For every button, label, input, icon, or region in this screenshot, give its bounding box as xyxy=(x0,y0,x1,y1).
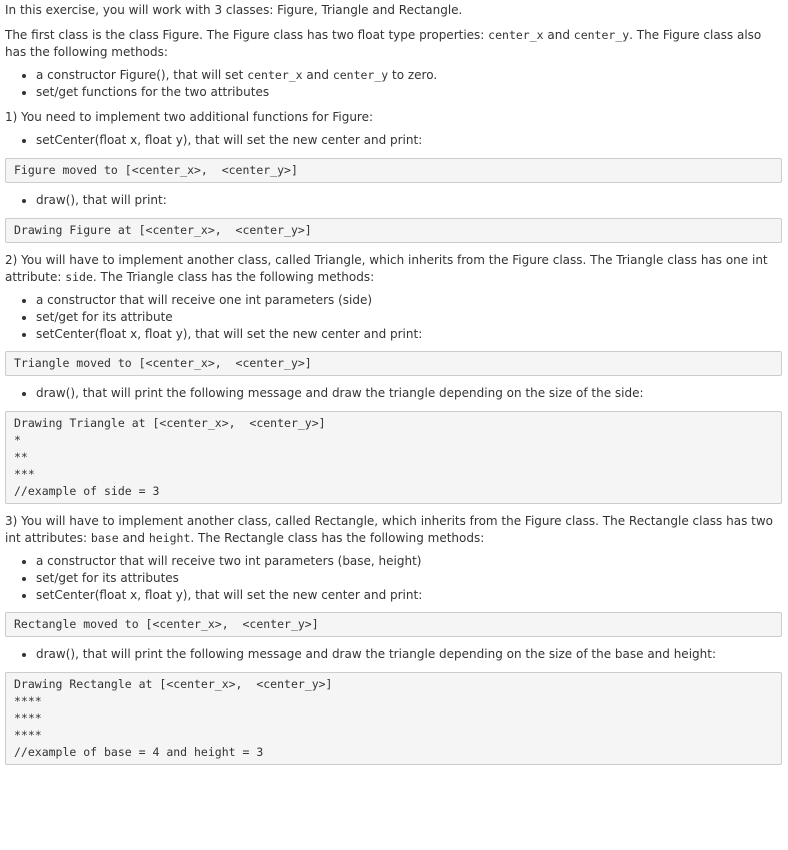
triangle-desc-part2: . The Triangle class has the following methods: xyxy=(92,270,375,284)
code-line: //example of side = 3 xyxy=(14,484,160,498)
rectangle-moved-code-block xyxy=(5,612,782,637)
triangle-moved-code-block xyxy=(5,351,782,376)
code-base: base xyxy=(90,531,119,545)
rectangle-desc-part1: 3) You will have to implement another class, called Rectangle, which inherits from the Figure class. The Rectangle class has two int attributes: xyxy=(5,514,774,545)
code-line: ** xyxy=(14,450,28,464)
code-side: side xyxy=(65,270,93,284)
triangle-draw-list xyxy=(5,385,782,402)
list-item: • draw(), that will print: xyxy=(36,192,782,209)
code-line: Drawing Triangle at [<center_x>, <center_y>] xyxy=(14,416,326,430)
list-item: • set/get for its attributes xyxy=(36,570,782,587)
figure-moved-code-block xyxy=(5,158,782,183)
figure-desc-and: and xyxy=(543,28,574,42)
figure-draw-code-block xyxy=(5,218,782,243)
step1-heading: 1) You need to implement two additional functions for Figure: xyxy=(5,110,374,124)
code-line: *** xyxy=(14,467,35,481)
rectangle-description xyxy=(5,513,782,547)
list-item xyxy=(36,67,782,84)
list-item: • set/get for its attribute xyxy=(36,309,782,326)
list-item: • set/get functions for the two attributes xyxy=(36,84,782,101)
figure-description xyxy=(5,27,782,61)
triangle-methods-list xyxy=(5,292,782,343)
code-center-y: center_y xyxy=(332,68,389,82)
triangle-draw-code-block xyxy=(5,411,782,504)
rectangle-draw-list xyxy=(5,646,782,663)
code-line: Triangle moved to [<center_x>, <center_y>] xyxy=(14,356,312,370)
list-item: • setCenter(float x, float y), that will set the new center and print: xyxy=(36,326,782,343)
list-item: • a constructor that will receive two int parameters (base, height) xyxy=(36,553,782,570)
figure-method1-and: and xyxy=(302,68,333,82)
rectangle-methods-list xyxy=(5,553,782,604)
list-item: • a constructor that will receive one int parameters (side) xyxy=(36,292,782,309)
figure-setcenter-list xyxy=(5,132,782,149)
code-line: Drawing Figure at [<center_x>, <center_y>] xyxy=(14,223,312,237)
code-line: Figure moved to [<center_x>, <center_y>] xyxy=(14,163,298,177)
code-line: * xyxy=(14,433,21,447)
figure-methods-list xyxy=(5,67,782,101)
intro-text: In this exercise, you will work with 3 classes: Figure, Triangle and Rectangle. xyxy=(5,3,463,17)
code-line: //example of base = 4 and height = 3 xyxy=(14,745,264,759)
figure-method1-post: to zero. xyxy=(388,68,438,82)
figure-draw-list xyxy=(5,192,782,209)
list-item: • setCenter(float x, float y), that will set the new center and print: xyxy=(36,587,782,604)
code-center-x: center_x xyxy=(488,28,544,42)
list-item: • setCenter(float x, float y), that will set the new center and print: xyxy=(36,132,782,149)
code-line: **** xyxy=(14,694,42,708)
figure-desc-part2: . The Figure class also has the following methods: xyxy=(5,28,762,59)
list-item: • draw(), that will print the following message and draw the triangle depending on the size of the base and height: xyxy=(36,646,782,663)
rectangle-desc-and: and xyxy=(118,531,149,545)
figure-desc-part1: The first class is the class Figure. The Figure class has two float type properties: xyxy=(5,28,489,42)
code-height: height xyxy=(148,531,191,545)
list-item: • draw(), that will print the following message and draw the triangle depending on the size of the side: xyxy=(36,385,782,402)
code-line: **** xyxy=(14,711,42,725)
rectangle-draw-code-block xyxy=(5,672,782,765)
triangle-description xyxy=(5,252,782,286)
code-center-y: center_y xyxy=(573,28,630,42)
code-line: Rectangle moved to [<center_x>, <center_y>] xyxy=(14,617,319,631)
code-line: **** xyxy=(14,728,42,742)
rectangle-desc-part2: . The Rectangle class has the following methods: xyxy=(190,531,485,545)
code-center-x: center_x xyxy=(247,68,303,82)
figure-method1-pre: a constructor Figure(), that will set xyxy=(36,68,248,82)
code-line: Drawing Rectangle at [<center_x>, <center_y>] xyxy=(14,677,333,691)
triangle-desc-part1: 2) You will have to implement another class, called Triangle, which inherits from the Figure class. The Triangle class has one int attribute: xyxy=(5,253,768,284)
